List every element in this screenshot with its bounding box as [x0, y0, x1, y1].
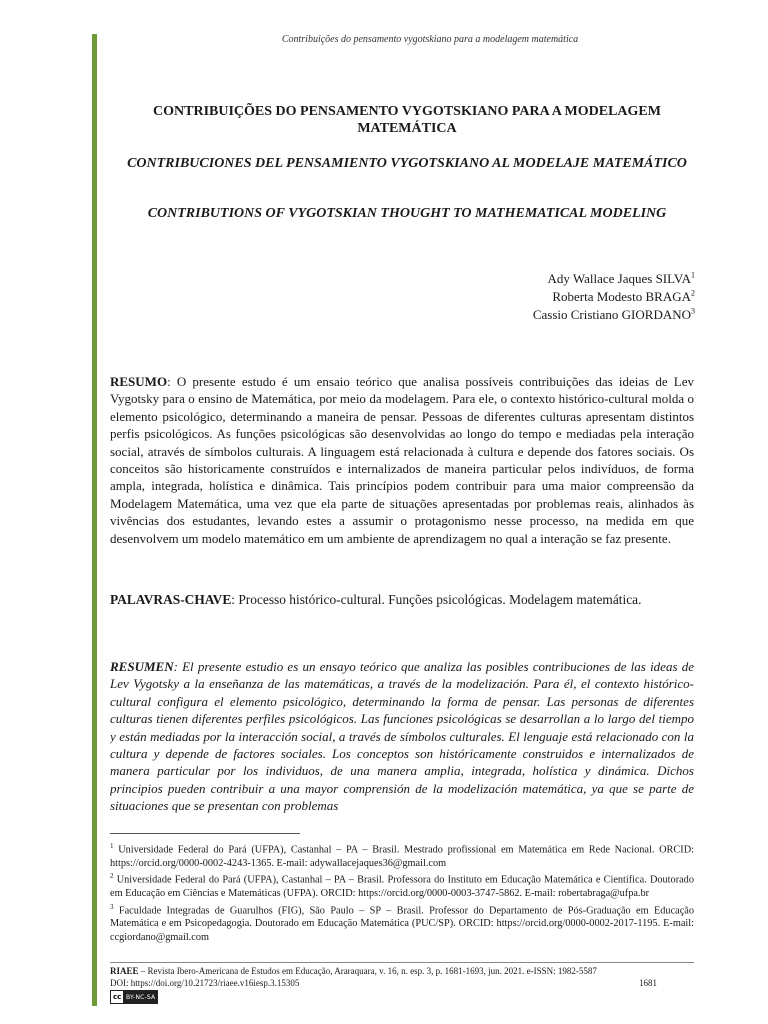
abstract-text: : O presente estudo é um ensaio teórico que analisa possíveis contribuições das ideias de Lev Vygotsky para o ensino de Matemática, por meio da modelagem. Para ele, o contexto histórico-cultural molda o elemento psicológico, determinando a maneira de pensar. Pessoas de diferentes culturas apresentam distintos perfis psicológicos. As funções psicológicas são desenvolvidas ao longo do tempo e mediadas pela interação social, através de símbolos culturais. A linguagem está relacionada à cultura e depende dos fatores sociais. Os conceitos são historicamente construídos e internalizados de maneira particular pelos indivíduos, de forma ampla, integrada, holística e dinâmica. Tais princípios podem contribuir para uma maior compreensão da Modelagem Matemática, uma vez que ela parte de situações apresentadas por problemas reais, alinhados às vivências dos estudantes, levando estes a assumir o protagonismo nesse processo, na medida em que desenvolvem um modelo matemático em um ambiente de aprendizagem no qual a interação se faz presente. — [110, 374, 694, 546]
title-spanish: CONTRIBUCIONES DEL PENSAMIENTO VYGOTSKIANO AL MODELAJE MATEMÁTICO — [127, 156, 687, 171]
resumen-label: RESUMEN — [110, 659, 174, 674]
journal-abbrev: RIAEE — [110, 966, 139, 976]
journal-citation — [110, 966, 694, 977]
keywords-portuguese — [110, 591, 694, 608]
footnote-3: $^3$ Faculdade Integradas de Guarulhos (FIG), São Paulo – SP – Brasil. Professor do Departamento de Pós-Graduação em Educação Matemática e em Psicopedagogia. Doutorado em Educação Matemática (PUC/SP). ORCID: https://orcid.org/0000-0002-2017-1195. E-mail: ccgiordano@gmail.com — [110, 902, 695, 943]
author-3-footnote-mark[interactable]: 3 — [691, 306, 695, 316]
citation-text: – Revista Ibero-Americana de Estudos em Educação, Araraquara, v. 16, n. esp. 3, p. 1681-1693, jun. 2021. e-ISSN: 1982-5587 — [138, 966, 597, 976]
page-number: 1681 — [639, 978, 657, 988]
keywords-text: : Processo histórico-cultural. Funções psicológicas. Modelagem matemática. — [231, 592, 642, 607]
license-label: BY-NC-SA — [124, 991, 157, 1003]
abstract-label: RESUMO — [110, 374, 168, 389]
citation-divider — [110, 962, 694, 963]
footnote-2: $^2$ Universidade Federal do Pará (UFPA), Castanhal – PA – Brasil. Professora do Instituto em Educação Matemática e Científica. Doutorado em Educação em Ciências e Matemáticas (UFPA). ORCID: https://orcid.org/0000-0003-3747-5862. E-mail: robertabraga@ufpa.br — [110, 872, 694, 900]
resumen-text: : El presente estudio es un ensayo teórico que analiza las posibles contribuciones de las ideas de Lev Vygotsky a la enseñanza de las matemáticas, a través de la modelización. Para él, el contexto histórico-cultural configura el elemento psicológico, determinando la forma de pensar. Las personas de diferentes culturas tienen diferentes perfiles psicológicos. Las funciones psicológicas se desarrollan a lo largo del tiempo y están mediadas por la interacción social, a través de símbolos culturales. El lenguaje está relacionado con la cultura y depende de factores sociales. Los conceptos son históricamente construidos e internalizados de manera particular por los individuos, de una manera amplia, integrada, holística y dinámica. Dichos principios pueden contribuir a una mayor comprensión de la modelización matemática, ya que se parte de situaciones que se presentan con problemas — [110, 659, 694, 814]
author-3: Cassio Cristiano GIORDANO$^3$ — [532, 306, 695, 322]
author-2: Roberta Modesto BRAGA$^2$ — [552, 288, 695, 304]
doi-link[interactable]: DOI: https://doi.org/10.21723/riaee.v16iesp.3.15305 — [110, 978, 300, 988]
footnotes — [110, 840, 694, 944]
author-list — [533, 270, 695, 324]
author-2-footnote-mark[interactable]: 2 — [691, 288, 695, 298]
running-header: Contribuições do pensamento vygotskiano para a modelagem matemática — [281, 34, 579, 45]
abstract-portuguese — [110, 373, 694, 547]
cc-license-badge[interactable] — [110, 990, 158, 1004]
cc-icon: cc — [111, 991, 124, 1003]
doi-line — [110, 978, 694, 989]
abstract-spanish — [110, 658, 694, 822]
title-portuguese: CONTRIBUIÇÕES DO PENSAMENTO VYGOTSKIANO PARA A MODELAGEM MATEMÁTICA — [153, 104, 661, 136]
keywords-label: PALAVRAS-CHAVE — [110, 592, 232, 607]
footnote-1: $^1$ Universidade Federal do Pará (UFPA), Castanhal – PA – Brasil. Mestrado profissional em Matemática em Rede Nacional. ORCID: https://orcid.org/0000-0002-4243-1365. E-mail: adywallacejaques36@gmail.com — [110, 842, 694, 869]
author-1-footnote-mark[interactable]: 1 — [691, 270, 695, 280]
author-1: Ady Wallace Jaques SILVA$^1$ — [547, 270, 695, 286]
title-english: CONTRIBUTIONS OF VYGOTSKIAN THOUGHT TO MATHEMATICAL MODELING — [147, 206, 667, 221]
margin-accent-bar — [92, 34, 97, 1006]
footnote-divider — [110, 833, 300, 834]
